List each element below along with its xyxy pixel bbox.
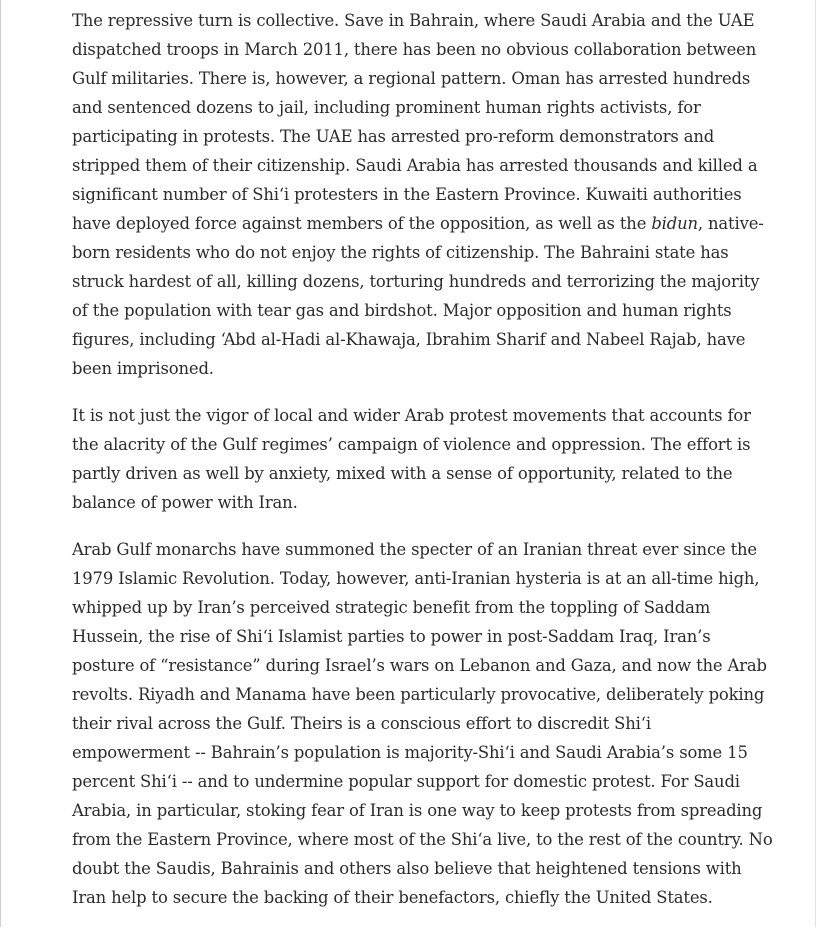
paragraph-2 <box>72 401 751 517</box>
text-line: participating in protests. The UAE has arrested pro-reform demonstrators and <box>72 127 715 146</box>
text-line: Arab Gulf monarchs have summoned the specter of an Iranian threat ever since the <box>72 540 757 559</box>
text-line <box>72 209 764 238</box>
text-line: their rival across the Gulf. Theirs is a conscious effort to discredit Shi‘i <box>72 714 651 733</box>
left-border <box>0 0 1 927</box>
text-line: significant number of Shi‘i protesters in the Eastern Province. Kuwaiti authorities <box>72 185 742 204</box>
paragraph-3 <box>72 535 773 912</box>
text-line: Iran help to secure the backing of their benefactors, chiefly the United States. <box>72 888 713 907</box>
text-line: percent Shi‘i -- and to undermine popular support for domestic protest. For Saudi <box>72 772 740 791</box>
text-line: been imprisoned. <box>72 359 214 378</box>
text-line: partly driven as well by anxiety, mixed with a sense of opportunity, related to the <box>72 464 733 483</box>
article-body <box>72 6 773 930</box>
text-line: dispatched troops in March 2011, there has been no obvious collaboration between <box>72 40 757 59</box>
text-line: empowerment -- Bahrain’s population is majority-Shi‘i and Saudi Arabia’s some 15 <box>72 743 748 762</box>
text-line: The repressive turn is collective. Save in Bahrain, where Saudi Arabia and the UAE <box>72 11 755 30</box>
text-line: Hussein, the rise of Shi‘i Islamist parties to power in post-Saddam Iraq, Iran’s <box>72 627 711 646</box>
text-line: stripped them of their citizenship. Saudi Arabia has arrested thousands and killed a <box>72 156 758 175</box>
text-segment: , native- <box>697 214 764 233</box>
text-line: from the Eastern Province, where most of the Shi‘a live, to the rest of the country. No <box>72 830 773 849</box>
text-line: revolts. Riyadh and Manama have been particularly provocative, deliberately poking <box>72 685 765 704</box>
text-segment: have deployed force against members of the opposition, as well as the <box>72 214 652 233</box>
text-line: Gulf militaries. There is, however, a regional pattern. Oman has arrested hundreds <box>72 69 751 88</box>
italic-term: bidun <box>651 214 698 233</box>
text-line: whipped up by Iran’s perceived strategic benefit from the toppling of Saddam <box>72 598 711 617</box>
text-line: doubt the Saudis, Bahrainis and others also believe that heightened tensions with <box>72 859 742 878</box>
text-line: born residents who do not enjoy the rights of citizenship. The Bahraini state has <box>72 243 729 262</box>
text-line: the alacrity of the Gulf regimes’ campaign of violence and oppression. The effort is <box>72 435 751 454</box>
text-line: It is not just the vigor of local and wider Arab protest movements that accounts for <box>72 406 751 425</box>
text-line: balance of power with Iran. <box>72 493 298 512</box>
paragraph-1 <box>72 6 764 383</box>
text-line: figures, including ‘Abd al-Hadi al-Khawaja, Ibrahim Sharif and Nabeel Rajab, have <box>72 330 746 349</box>
text-line: of the population with tear gas and birdshot. Major opposition and human rights <box>72 301 732 320</box>
text-line: struck hardest of all, killing dozens, torturing hundreds and terrorizing the majority <box>72 272 760 291</box>
text-line: 1979 Islamic Revolution. Today, however, anti-Iranian hysteria is at an all-time high, <box>72 569 760 588</box>
text-line: and sentenced dozens to jail, including prominent human rights activists, for <box>72 98 701 117</box>
text-line: posture of “resistance” during Israel’s wars on Lebanon and Gaza, and now the Arab <box>72 656 767 675</box>
text-line: Arabia, in particular, stoking fear of Iran is one way to keep protests from spreading <box>72 801 763 820</box>
